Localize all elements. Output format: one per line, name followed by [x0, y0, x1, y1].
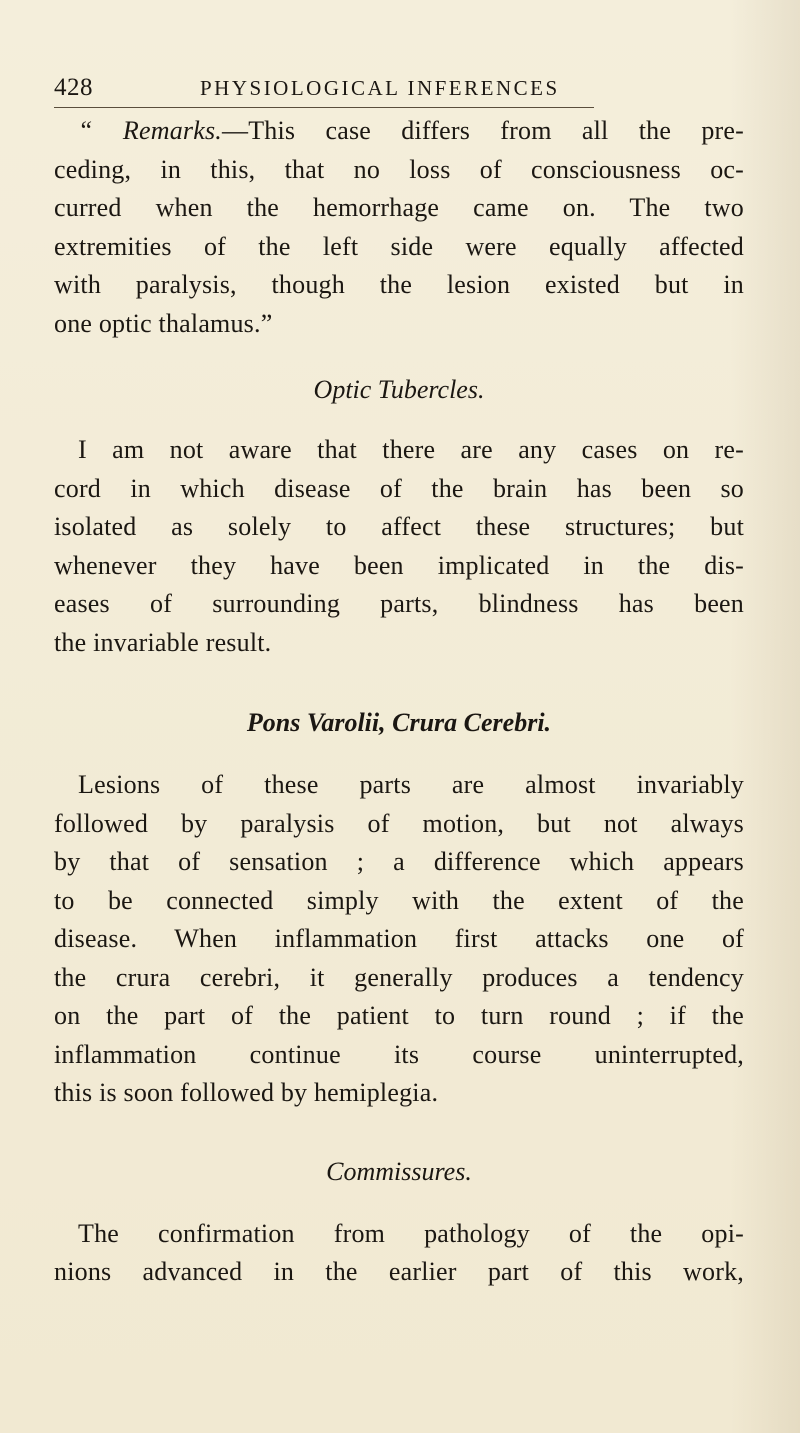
text-line: the invariable result. — [54, 627, 272, 657]
pons-varolii-paragraph — [54, 766, 744, 1113]
remarks-line-4: extremities of the left side were equally affected — [54, 231, 744, 261]
commissures-paragraph — [54, 1215, 744, 1292]
body-text — [54, 112, 744, 1292]
text-line: I am not aware that there are any cases on re- — [78, 435, 744, 464]
text-line: to be connected simply with the extent of the — [54, 885, 744, 915]
remarks-paragraph — [54, 112, 744, 343]
page-number: 428 — [54, 74, 93, 101]
text-line: the crura cerebri, it generally produces a tendency — [54, 962, 744, 992]
remarks-line-5: with paralysis, though the lesion existed but in — [54, 270, 744, 299]
section-pons-varolii — [54, 704, 744, 742]
text-line: disease. When inflammation first attacks one of — [54, 924, 744, 953]
section-optic-tubercles — [54, 371, 744, 409]
text-line: isolated as solely to affect these structures; but — [54, 512, 744, 541]
text-line: The confirmation from pathology of the opi- — [78, 1218, 744, 1248]
text-line: eases of surrounding parts, blindness has been — [54, 589, 744, 618]
remarks-line-2: ceding, in this, that no loss of consciousness oc- — [54, 154, 744, 184]
page-header — [54, 74, 594, 108]
section-heading: Optic Tubercles. — [313, 375, 485, 404]
text-line: followed by paralysis of motion, but not always — [54, 808, 744, 838]
text-line: whenever they have been implicated in the dis- — [54, 550, 744, 580]
remarks-line-6: one optic thalamus.” — [54, 308, 273, 338]
remarks-line-3: curred when the hemorrhage came on. The two — [54, 193, 744, 222]
text-line: Lesions of these parts are almost invariably — [78, 770, 744, 799]
header-rule — [54, 107, 594, 108]
section-commissures — [54, 1153, 744, 1191]
remarks-line-1: —This case differs from all the pre- — [222, 116, 745, 145]
text-line: inflammation continue its course uninterrupted, — [54, 1039, 744, 1069]
section-heading: Pons Varolii, Crura Cerebri. — [246, 708, 552, 737]
text-line: on the part of the patient to turn round ; if the — [54, 1001, 744, 1030]
optic-tubercles-paragraph — [54, 431, 744, 662]
running-title: PHYSIOLOGICAL INFERENCES — [200, 76, 560, 100]
text-line: by that of sensation ; a difference which appears — [54, 847, 744, 876]
section-heading: Commissures. — [326, 1156, 472, 1186]
text-line — [54, 112, 744, 151]
text-line: cord in which disease of the brain has been so — [54, 473, 744, 503]
text-line: nions advanced in the earlier part of this work, — [54, 1257, 744, 1286]
remarks-lead: “ Remarks. — [78, 116, 222, 145]
text-line: this is soon followed by hemiplegia. — [54, 1078, 439, 1107]
